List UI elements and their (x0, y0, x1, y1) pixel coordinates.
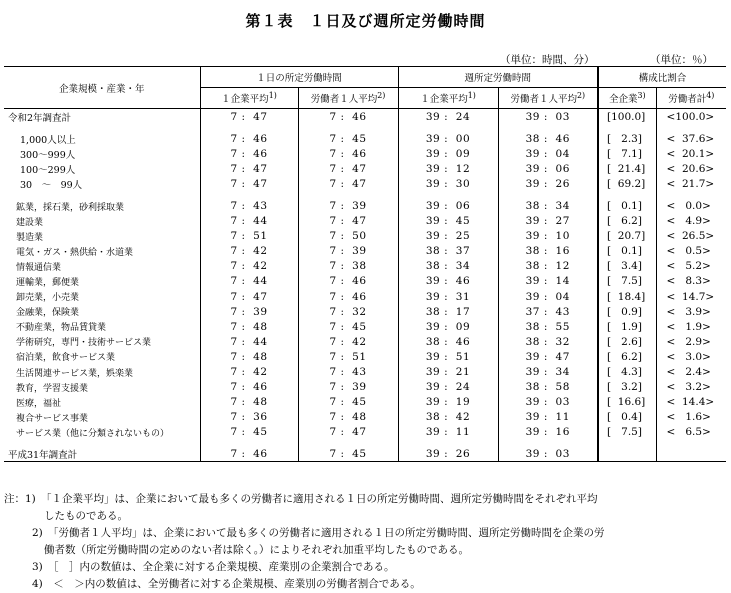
daily-company-avg-cell: 7 : 47 (200, 109, 298, 125)
row-label: サービス業（他に分類されないもの） (16, 428, 170, 439)
row-label: 令和2年調査計 (8, 112, 72, 124)
col-header-weekly-worker-avg: 労働者１人平均$^{2)}$ (498, 88, 598, 109)
table-row (4, 410, 726, 425)
page-title: 第１表 １日及び週所定労働時間 (245, 12, 486, 30)
company-share-cell: [ 3.4] (598, 259, 656, 274)
weekly-company-avg-cell: 39 : 24 (398, 380, 498, 395)
company-share-cell: [ 20.7] (598, 229, 656, 244)
worker-share-cell: < 14.4> (656, 395, 726, 410)
daily-worker-avg-cell: 7 : 46 (298, 146, 398, 161)
table-row (4, 395, 726, 410)
daily-worker-avg-cell: 7 : 39 (298, 198, 398, 213)
row-label: 学術研究，専門・技術サービス業 (16, 338, 152, 349)
group-header-weekly: 週所定労働時間 (398, 67, 598, 88)
weekly-company-avg-cell: 38 : 46 (398, 334, 498, 349)
weekly-company-avg-cell: 38 : 42 (398, 410, 498, 425)
footnote-3: 3) ［ ］内の数値は、全企業に対する企業規模、産業別の企業割合である。 (32, 561, 395, 573)
worker-share-cell: < 1.6> (656, 410, 726, 425)
company-share-cell: [ 0.4] (598, 410, 656, 425)
row-label: 医療，福祉 (16, 398, 62, 409)
daily-worker-avg-cell: 7 : 46 (298, 289, 398, 304)
daily-company-avg-cell: 7 : 42 (200, 259, 298, 274)
table-row (4, 244, 726, 259)
weekly-company-avg-cell: 39 : 00 (398, 131, 498, 146)
table-body (4, 109, 726, 462)
weekly-worker-avg-cell: 38 : 58 (498, 380, 598, 395)
weekly-worker-avg-cell: 39 : 11 (498, 410, 598, 425)
daily-worker-avg-cell: 7 : 43 (298, 365, 398, 380)
group-header-daily: １日の所定労働時間 (200, 67, 398, 88)
table-row (4, 289, 726, 304)
footnote-4: 4) ＜ ＞内の数値は、全労働者に対する企業規模、産業別の労働者割合である。 (32, 578, 421, 590)
table-row (4, 259, 726, 274)
company-share-cell: [ 6.2] (598, 214, 656, 229)
company-share-cell: [ 4.3] (598, 365, 656, 380)
weekly-company-avg-cell: 39 : 31 (398, 289, 498, 304)
worker-share-cell: < 3.2> (656, 380, 726, 395)
table-row (4, 349, 726, 364)
weekly-worker-avg-cell: 39 : 03 (498, 395, 598, 410)
daily-worker-avg-cell: 7 : 45 (298, 395, 398, 410)
daily-worker-avg-cell: 7 : 39 (298, 244, 398, 259)
daily-company-avg-cell: 7 : 46 (200, 380, 298, 395)
unit-label-percent: （単位：％） (650, 54, 713, 66)
weekly-company-avg-cell: 39 : 45 (398, 214, 498, 229)
table-row (4, 274, 726, 289)
row-label: 金融業，保険業 (16, 308, 80, 319)
worker-share-cell: < 20.6> (656, 161, 726, 176)
daily-company-avg-cell: 7 : 43 (200, 198, 298, 213)
daily-worker-avg-cell: 7 : 39 (298, 380, 398, 395)
table-row (4, 446, 726, 462)
row-label: 複合サービス事業 (16, 413, 89, 424)
company-share-cell: [ 0.9] (598, 304, 656, 319)
daily-company-avg-cell: 7 : 45 (200, 425, 298, 440)
unit-label-time: （単位：時間、分） (500, 54, 595, 66)
row-label: 製造業 (16, 232, 44, 243)
weekly-company-avg-cell: 39 : 26 (398, 446, 498, 462)
daily-company-avg-cell: 7 : 42 (200, 244, 298, 259)
daily-company-avg-cell: 7 : 44 (200, 334, 298, 349)
weekly-worker-avg-cell: 39 : 03 (498, 109, 598, 125)
weekly-worker-avg-cell: 39 : 26 (498, 176, 598, 191)
table-row (4, 146, 726, 161)
weekly-company-avg-cell: 38 : 17 (398, 304, 498, 319)
weekly-worker-avg-cell: 38 : 16 (498, 244, 598, 259)
worker-share-cell: < 8.3> (656, 274, 726, 289)
footnotes (4, 491, 726, 593)
daily-company-avg-cell: 7 : 36 (200, 410, 298, 425)
row-label: 100～299人 (20, 164, 76, 176)
daily-worker-avg-cell: 7 : 48 (298, 410, 398, 425)
daily-company-avg-cell: 7 : 44 (200, 214, 298, 229)
daily-company-avg-cell: 7 : 39 (200, 304, 298, 319)
weekly-worker-avg-cell: 38 : 32 (498, 334, 598, 349)
company-share-cell: [ 21.4] (598, 161, 656, 176)
weekly-worker-avg-cell: 39 : 06 (498, 161, 598, 176)
weekly-worker-avg-cell: 38 : 34 (498, 198, 598, 213)
row-label: 生活関連サービス業，娯楽業 (16, 368, 134, 379)
weekly-company-avg-cell: 39 : 30 (398, 176, 498, 191)
weekly-company-avg-cell: 39 : 25 (398, 229, 498, 244)
table-row (4, 334, 726, 349)
spacer-row (4, 191, 726, 198)
weekly-company-avg-cell: 39 : 09 (398, 146, 498, 161)
col-header-daily-worker-avg: 労働者１人平均$^{2)}$ (298, 88, 398, 109)
row-label: 建設業 (16, 217, 44, 228)
company-share-cell: [ 0.1] (598, 244, 656, 259)
weekly-worker-avg-cell: 38 : 46 (498, 131, 598, 146)
weekly-worker-avg-cell: 38 : 55 (498, 319, 598, 334)
daily-worker-avg-cell: 7 : 47 (298, 425, 398, 440)
table-row (4, 198, 726, 213)
row-label: 1,000人以上 (20, 134, 76, 146)
worker-share-cell: < 3.9> (656, 304, 726, 319)
weekly-worker-avg-cell: 37 : 43 (498, 304, 598, 319)
company-share-cell: [ 7.1] (598, 146, 656, 161)
weekly-company-avg-cell: 38 : 37 (398, 244, 498, 259)
company-share-cell: [ 18.4] (598, 289, 656, 304)
working-hours-table (4, 66, 726, 462)
row-label: 平成31年調査計 (8, 449, 78, 461)
weekly-company-avg-cell: 39 : 24 (398, 109, 498, 125)
company-share-cell: [100.0] (598, 109, 656, 125)
company-share-cell: [ 0.1] (598, 198, 656, 213)
daily-company-avg-cell: 7 : 47 (200, 161, 298, 176)
table-row (4, 229, 726, 244)
daily-company-avg-cell: 7 : 51 (200, 229, 298, 244)
worker-share-cell: < 37.6> (656, 131, 726, 146)
weekly-worker-avg-cell: 39 : 04 (498, 146, 598, 161)
table-row (4, 425, 726, 440)
weekly-worker-avg-cell: 39 : 14 (498, 274, 598, 289)
worker-share-cell: < 3.0> (656, 349, 726, 364)
daily-company-avg-cell: 7 : 46 (200, 446, 298, 462)
table-row (4, 131, 726, 146)
weekly-worker-avg-cell: 38 : 12 (498, 259, 598, 274)
worker-share-cell: <100.0> (656, 109, 726, 125)
daily-worker-avg-cell: 7 : 38 (298, 259, 398, 274)
company-share-cell: [ 2.3] (598, 131, 656, 146)
worker-share-cell: < 26.5> (656, 229, 726, 244)
daily-company-avg-cell: 7 : 48 (200, 395, 298, 410)
row-label: 不動産業，物品賃貸業 (16, 323, 107, 334)
weekly-worker-avg-cell: 39 : 27 (498, 214, 598, 229)
worker-share-cell: < 6.5> (656, 425, 726, 440)
daily-worker-avg-cell: 7 : 46 (298, 109, 398, 125)
daily-company-avg-cell: 7 : 46 (200, 131, 298, 146)
company-share-cell: [ 16.6] (598, 395, 656, 410)
daily-worker-avg-cell: 7 : 47 (298, 214, 398, 229)
weekly-company-avg-cell: 39 : 09 (398, 319, 498, 334)
weekly-worker-avg-cell: 39 : 16 (498, 425, 598, 440)
worker-share-cell: < 0.0> (656, 198, 726, 213)
daily-worker-avg-cell: 7 : 51 (298, 349, 398, 364)
footnote-1-cont: したものである。 (44, 510, 128, 522)
company-share-cell: [ 7.5] (598, 425, 656, 440)
weekly-company-avg-cell: 39 : 21 (398, 365, 498, 380)
col-header-all-companies: 全企業$^{3)}$ (598, 88, 656, 109)
daily-worker-avg-cell: 7 : 32 (298, 304, 398, 319)
worker-share-cell: < 20.1> (656, 146, 726, 161)
table-row (4, 319, 726, 334)
worker-share-cell: < 5.2> (656, 259, 726, 274)
row-label: 鉱業，採石業，砂利採取業 (16, 202, 125, 213)
company-share-cell: [ 6.2] (598, 349, 656, 364)
worker-share-cell: < 2.9> (656, 334, 726, 349)
row-label: 情報通信業 (16, 262, 62, 273)
daily-company-avg-cell: 7 : 42 (200, 365, 298, 380)
table-row (4, 109, 726, 125)
row-header: 企業規模・産業・年 (4, 67, 200, 109)
table-row (4, 161, 726, 176)
daily-worker-avg-cell: 7 : 46 (298, 274, 398, 289)
daily-worker-avg-cell: 7 : 50 (298, 229, 398, 244)
worker-share-cell: < 2.4> (656, 365, 726, 380)
col-header-daily-company-avg: １企業平均$^{1)}$ (200, 88, 298, 109)
table-row (4, 214, 726, 229)
spacer-row (4, 124, 726, 131)
worker-share-cell: < 21.7> (656, 176, 726, 191)
company-share-cell: [ 1.9] (598, 319, 656, 334)
weekly-company-avg-cell: 39 : 12 (398, 161, 498, 176)
daily-worker-avg-cell: 7 : 45 (298, 446, 398, 462)
weekly-company-avg-cell: 39 : 51 (398, 349, 498, 364)
row-label: 電気・ガス・熱供給・水道業 (16, 247, 134, 258)
worker-share-cell: < 4.9> (656, 214, 726, 229)
daily-worker-avg-cell: 7 : 47 (298, 176, 398, 191)
row-label: 卸売業，小売業 (16, 293, 80, 304)
worker-share-cell: < 14.7> (656, 289, 726, 304)
weekly-company-avg-cell: 39 : 11 (398, 425, 498, 440)
daily-company-avg-cell: 7 : 46 (200, 146, 298, 161)
row-label: 300～999人 (20, 149, 76, 161)
company-share-cell: [ 3.2] (598, 380, 656, 395)
footnote-2-cont: 働者数（所定労働時間の定めのない者は除く。）によりそれぞれ加重平均したものである。 (44, 544, 470, 556)
company-share-cell (598, 446, 656, 462)
table-row (4, 365, 726, 380)
company-share-cell: [ 2.6] (598, 334, 656, 349)
weekly-worker-avg-cell: 39 : 10 (498, 229, 598, 244)
weekly-company-avg-cell: 39 : 06 (398, 198, 498, 213)
daily-company-avg-cell: 7 : 44 (200, 274, 298, 289)
daily-company-avg-cell: 7 : 47 (200, 289, 298, 304)
table-row (4, 304, 726, 319)
row-label: 運輸業，郵便業 (16, 277, 80, 288)
weekly-company-avg-cell: 39 : 46 (398, 274, 498, 289)
company-share-cell: [ 69.2] (598, 176, 656, 191)
daily-worker-avg-cell: 7 : 42 (298, 334, 398, 349)
footnote-2: 2) 「労働者１人平均」は、企業において最も多くの労働者に適用される１日の所定労働時間、週所定労働時間を企業の労 (32, 527, 605, 539)
table-row (4, 176, 726, 191)
daily-company-avg-cell: 7 : 47 (200, 176, 298, 191)
weekly-company-avg-cell: 38 : 34 (398, 259, 498, 274)
daily-company-avg-cell: 7 : 48 (200, 319, 298, 334)
col-header-all-workers: 労働者計$^{4)}$ (656, 88, 726, 109)
daily-worker-avg-cell: 7 : 45 (298, 319, 398, 334)
weekly-worker-avg-cell: 39 : 03 (498, 446, 598, 462)
weekly-worker-avg-cell: 39 : 47 (498, 349, 598, 364)
worker-share-cell: < 1.9> (656, 319, 726, 334)
weekly-company-avg-cell: 39 : 19 (398, 395, 498, 410)
footnote-1: 注：1) 「１企業平均」は、企業において最も多くの労働者に適用される１日の所定労働時間、週所定労働時間をそれぞれ平均 (4, 493, 598, 505)
daily-worker-avg-cell: 7 : 47 (298, 161, 398, 176)
daily-worker-avg-cell: 7 : 45 (298, 131, 398, 146)
weekly-worker-avg-cell: 39 : 04 (498, 289, 598, 304)
col-header-weekly-company-avg: １企業平均$^{1)}$ (398, 88, 498, 109)
group-header-ratio: 構成比割合 (598, 67, 726, 88)
worker-share-cell: < 0.5> (656, 244, 726, 259)
weekly-worker-avg-cell: 39 : 34 (498, 365, 598, 380)
row-label: 宿泊業，飲食サービス業 (16, 353, 116, 364)
daily-company-avg-cell: 7 : 48 (200, 349, 298, 364)
row-label: 30 ～ 99人 (20, 179, 83, 191)
row-label: 教育，学習支援業 (16, 383, 89, 394)
worker-share-cell (656, 446, 726, 462)
table-row (4, 380, 726, 395)
company-share-cell: [ 7.5] (598, 274, 656, 289)
